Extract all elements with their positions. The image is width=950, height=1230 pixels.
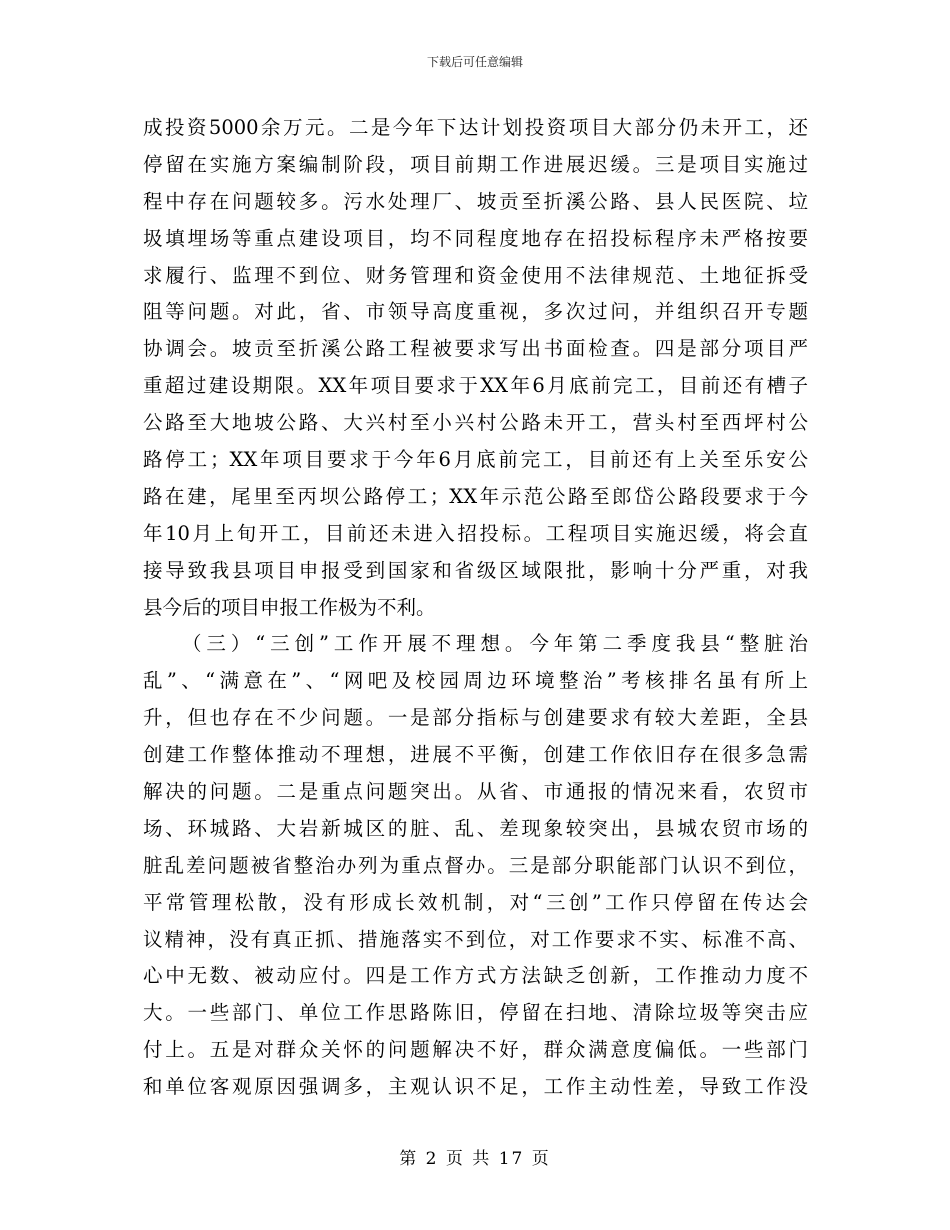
- text-line: 和单位客观原因强调多，主观认识不足，工作主动性差，导致工作没: [143, 1075, 808, 1099]
- text-line: 路在建，尾里至丙坝公路停工；XX年示范公路至郎岱公路段要求于今: [143, 484, 808, 508]
- text-line: 平常管理松散，没有形成长效机制，对“三创”工作只停留在传达会: [143, 890, 808, 914]
- text-line: 付上。五是对群众关怀的问题解决不好，群众满意度偏低。一些部门: [143, 1038, 808, 1062]
- text-line: 议精神，没有真正抓、措施落实不到位，对工作要求不实、标准不高、: [143, 927, 808, 951]
- text-line: 县今后的项目申报工作极为不利。: [143, 595, 436, 619]
- section-heading-line: （三）“三创”工作开展不理想。今年第二季度我县“整脏治: [182, 632, 808, 656]
- text-line: 协调会。坡贡至折溪公路工程被要求写出书面检查。四是部分项目严: [143, 337, 808, 361]
- text-line: 创建工作整体推动不理想，进展不平衡，创建工作依旧存在很多急需: [143, 743, 808, 767]
- paragraph-three-creations: [143, 626, 808, 1106]
- paragraph-project-delays: [143, 110, 808, 626]
- text-line: 年10月上旬开工，目前还未进入招投标。工程项目实施迟缓，将会直: [143, 521, 808, 545]
- page-header: 下载后可任意编辑: [426, 55, 523, 69]
- text-line: 升，但也存在不少问题。一是部分指标与创建要求有较大差距，全县: [143, 706, 808, 730]
- text-line: 圾填埋场等重点建设项目，均不同程度地存在招投标程序未严格按要: [143, 226, 808, 250]
- text-line: 心中无数、被动应付。四是工作方式方法缺乏创新，工作推动力度不: [143, 964, 808, 988]
- text-line: 公路至大地坡公路、大兴村至小兴村公路未开工，营头村至西坪村公: [143, 411, 808, 435]
- text-line: 重超过建设期限。XX年项目要求于XX年6月底前完工，目前还有槽子: [143, 374, 808, 398]
- text-line: 接导致我县项目申报受到国家和省级区域限批，影响十分严重，对我: [143, 558, 808, 582]
- text-line: 程中存在问题较多。污水处理厂、坡贡至折溪公路、县人民医院、垃: [143, 189, 808, 213]
- document-body: [143, 110, 808, 1106]
- page-number: 第 2 页 共 17 页: [399, 1149, 551, 1169]
- text-line: 解决的问题。二是重点问题突出。从省、市通报的情况来看，农贸市: [143, 780, 808, 804]
- text-line: 成投资5000余万元。二是今年下达计划投资项目大部分仍未开工，还: [143, 116, 808, 139]
- text-line: 大。一些部门、单位工作思路陈旧，停留在扫地、清除垃圾等突击应: [143, 1001, 808, 1025]
- text-line: 路停工；XX年项目要求于今年6月底前完工，目前还有上关至乐安公: [143, 448, 808, 472]
- text-line: 阻等问题。对此，省、市领导高度重视，多次过问，并组织召开专题: [143, 300, 808, 324]
- text-line: 求履行、监理不到位、财务管理和资金使用不法律规范、土地征拆受: [143, 263, 808, 287]
- text-line: 脏乱差问题被省整治办列为重点督办。三是部分职能部门认识不到位，: [143, 853, 808, 877]
- text-line: 乱”、“满意在”、“网吧及校园周边环境整治”考核排名虽有所上: [143, 669, 808, 693]
- text-line: 停留在实施方案编制阶段，项目前期工作进展迟缓。三是项目实施过: [143, 152, 808, 176]
- text-line: 场、环城路、大岩新城区的脏、乱、差现象较突出，县城农贸市场的: [143, 816, 808, 840]
